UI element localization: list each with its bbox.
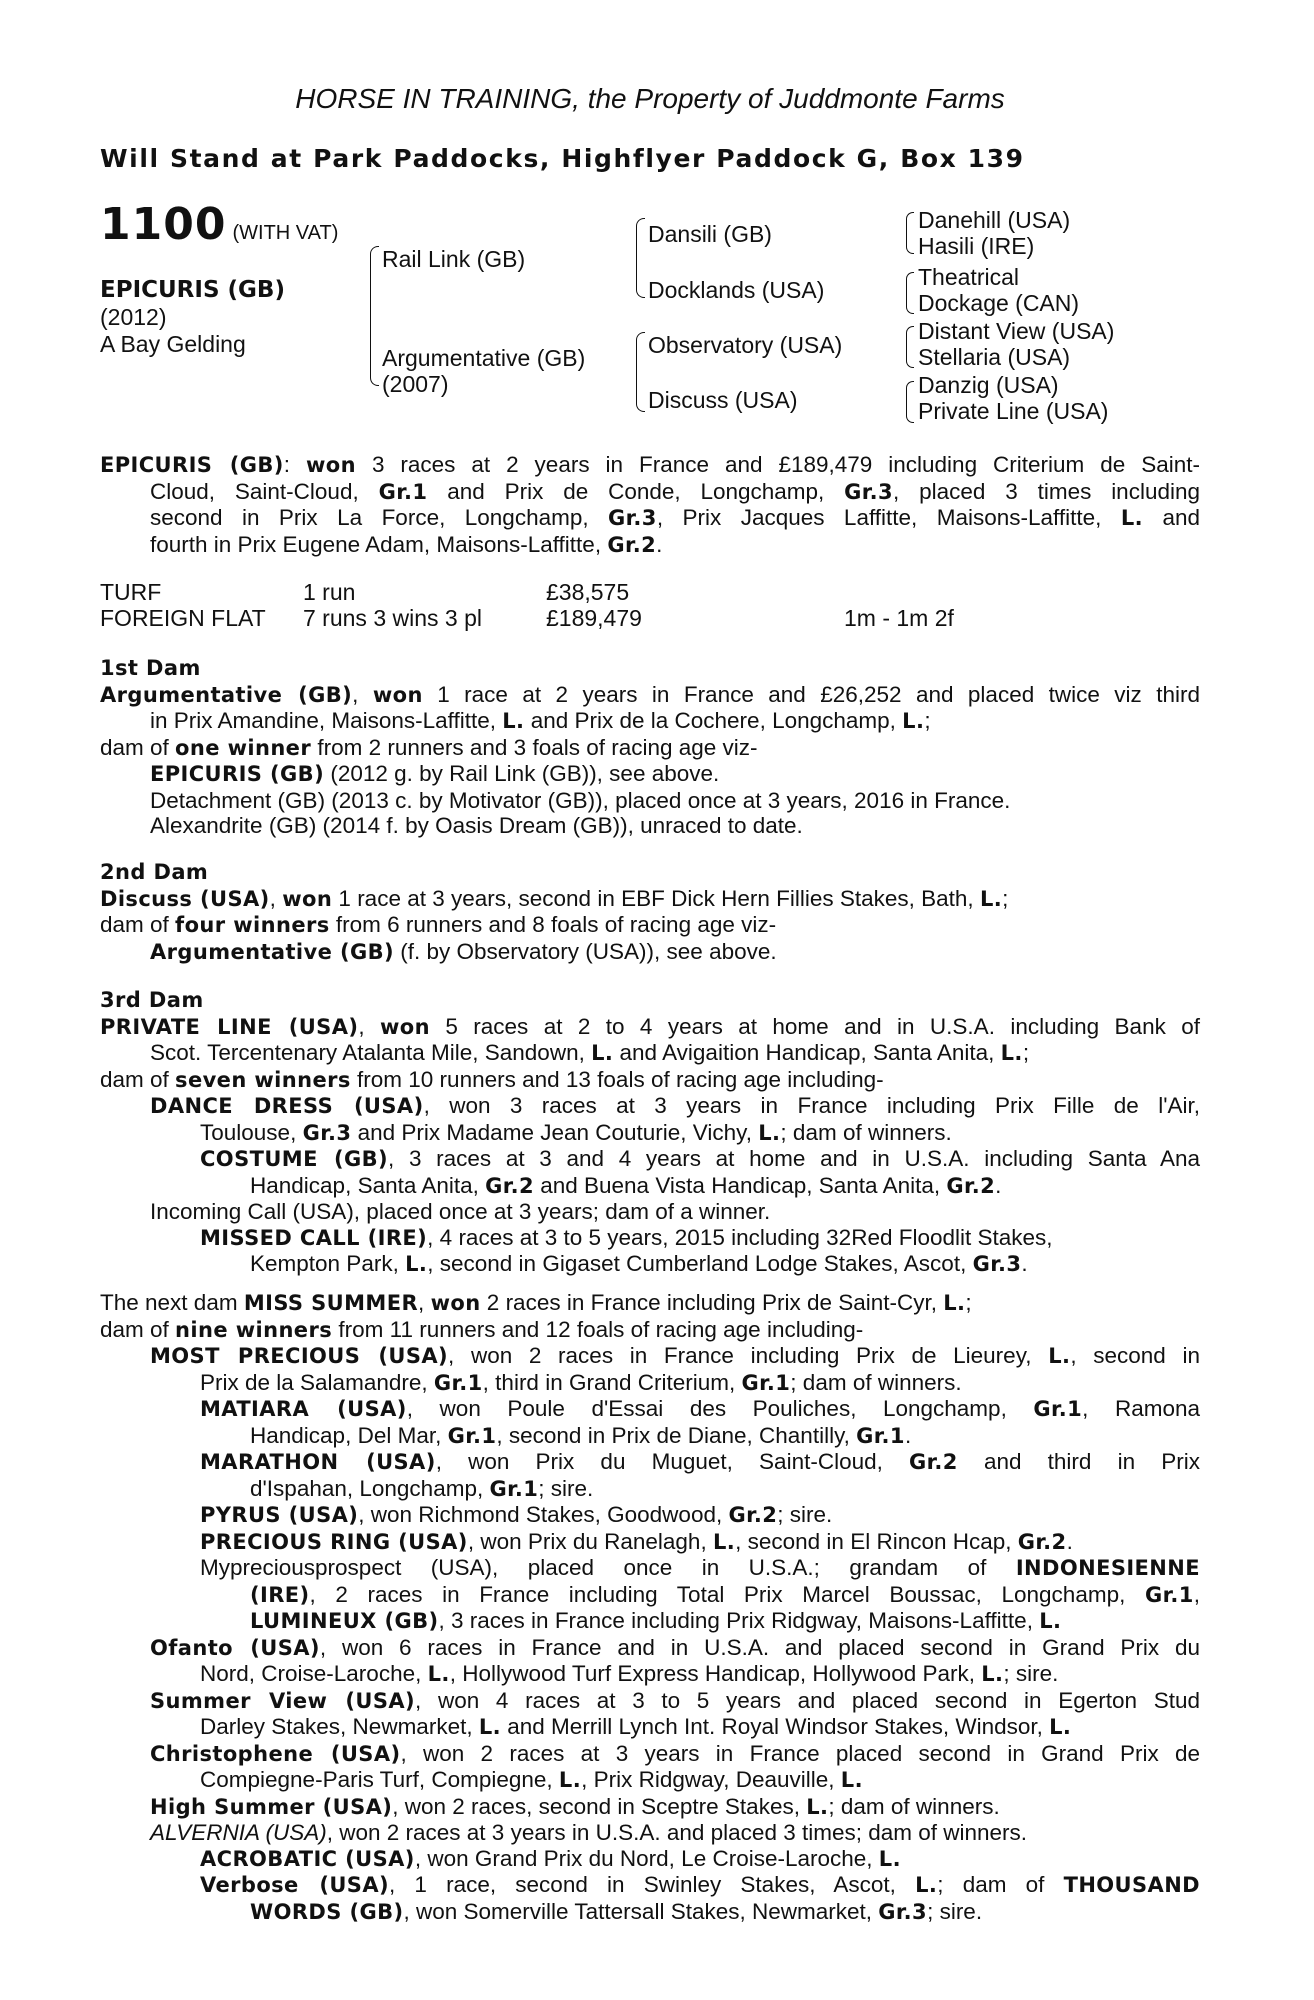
body-text: ; sire. (927, 1898, 983, 1924)
sire-sire-sire: Danehill (USA) (918, 207, 1071, 233)
body-text (100, 1014, 1200, 1041)
body-text (100, 1608, 1200, 1635)
record-turf-runs: 1 run (303, 579, 356, 605)
body-text: . (1066, 1528, 1073, 1554)
body-text: ; dam of (937, 1872, 1064, 1897)
sire: Rail Link (GB) (382, 246, 526, 272)
body-text (100, 682, 1200, 709)
bold-text: Gr.3 (302, 1120, 352, 1145)
bold-text: won (372, 682, 423, 707)
body-text: and Avigaition Handicap, Santa Anita, (613, 1040, 1001, 1065)
body-text: ALVERNIA (USA) (150, 1820, 327, 1845)
record-foreign-distance: 1m - 1m 2f (844, 605, 954, 631)
body-text: , (352, 681, 373, 707)
body-text (100, 1343, 1200, 1370)
body-text (100, 1173, 1200, 1200)
body-text: , won Prix du Ranelagh, (467, 1528, 713, 1554)
race-summary (100, 452, 1200, 558)
bold-text: Summer View (USA) (150, 1688, 416, 1713)
body-text (100, 1146, 1200, 1173)
body-text: in Prix Amandine, Maisons-Laffitte, (150, 708, 503, 733)
body-text: ; dam of winners. (828, 1793, 1000, 1819)
ss-brace (906, 212, 914, 254)
body-text: from 10 runners and 13 foals of racing age including- (350, 1066, 884, 1092)
bold-text: L. (1120, 506, 1144, 530)
bold-text: PRIVATE LINE (USA) (100, 1014, 359, 1039)
body-text: Handicap, Del Mar, (250, 1422, 448, 1448)
body-text: , (358, 1013, 380, 1039)
bold-text: L. (1048, 1344, 1071, 1368)
dam-year: (2007) (382, 371, 449, 397)
body-text: , 3 races in France including Prix Ridgway, Maisons-Laffitte, (438, 1608, 1040, 1633)
body-text: , 4 races at 3 to 5 years, 2015 including 32Red Floodlit Stakes, (427, 1224, 1053, 1250)
body-text (100, 886, 1200, 913)
body-text (100, 1741, 1200, 1768)
body-text: , (418, 1290, 431, 1315)
next-dam-section (100, 1290, 1200, 1925)
body-text: ; (924, 708, 931, 733)
first-dam-section (100, 656, 1200, 839)
dam-brace (636, 332, 645, 412)
bold-text: won (282, 886, 333, 911)
body-text: 3 races at 2 years in France and £189,479 including Criterium de Saint- (355, 452, 1201, 477)
body-text (100, 1820, 1200, 1846)
body-text: , second in (1070, 1343, 1200, 1368)
body-text: Incoming Call (USA), placed once at 3 years; dam of a winner. (150, 1199, 771, 1224)
bold-text: Gr.1 (378, 479, 428, 504)
body-text: , won 6 races in France and in U.S.A. and placed second in Grand Prix du (319, 1634, 1201, 1660)
bold-text: nine winners (175, 1317, 333, 1342)
body-text: , (1193, 1581, 1200, 1607)
body-text (100, 1093, 1200, 1120)
body-text (100, 479, 1200, 506)
record-turf-prize: £38,575 (546, 579, 630, 605)
bold-text: Gr.2 (1017, 1529, 1067, 1554)
bold-text: Ofanto (USA) (150, 1635, 320, 1660)
second-dam-heading: 2nd Dam (100, 860, 209, 884)
bold-text: MOST PRECIOUS (USA) (150, 1344, 449, 1368)
body-text: , won Grand Prix du Nord, Le Croise-Laroche, (414, 1845, 879, 1871)
body-text: 2 races in France including Prix de Saint-Cyr, (480, 1290, 944, 1315)
body-text (100, 452, 1200, 479)
body-text: and Buena Vista Handicap, Santa Anita, (533, 1172, 947, 1198)
body-text: , second in Gigaset Cumberland Lodge Stakes, Ascot, (427, 1251, 973, 1276)
body-text: , won 3 races at 3 years in France including Prix Fille de l'Air, (423, 1093, 1200, 1118)
bold-text: EPICURIS (GB) (100, 453, 284, 477)
body-text (100, 1251, 1200, 1278)
body-text: Cloud, Saint-Cloud, (150, 478, 379, 504)
body-text: dam of (100, 1066, 176, 1092)
bold-text: Gr.1 (856, 1423, 905, 1448)
record-foreign-runs: 7 runs 3 wins 3 pl (303, 605, 482, 631)
body-text: ; (965, 1290, 972, 1315)
body-text: d'Ispahan, Longchamp, (250, 1475, 490, 1501)
sire-dam: Docklands (USA) (648, 277, 825, 303)
body-text (100, 1396, 1200, 1423)
bold-text: L. (981, 1662, 1004, 1686)
body-text (100, 1040, 1200, 1067)
body-text: and third in Prix (957, 1449, 1200, 1474)
body-text: and (1143, 505, 1200, 530)
body-text (100, 1582, 1200, 1609)
body-text (100, 1899, 1200, 1926)
body-text (100, 532, 1200, 559)
body-text (100, 1449, 1200, 1476)
dam-sire-sire: Distant View (USA) (918, 318, 1115, 344)
stand-location: Will Stand at Park Paddocks, Highflyer Paddock G, Box 139 (100, 144, 1025, 173)
bold-text: Gr.3 (844, 479, 893, 504)
body-text (100, 708, 1200, 735)
body-text: and Merrill Lynch Int. Royal Windsor Stakes, Windsor, (501, 1714, 1050, 1739)
dam-dam: Discuss (USA) (648, 387, 798, 413)
body-text: from 2 runners and 3 foals of racing age viz- (311, 734, 758, 760)
body-text: . (1021, 1251, 1028, 1276)
sd-brace (906, 272, 914, 314)
bold-text: Christophene (USA) (150, 1741, 401, 1766)
bold-text: L. (478, 1715, 502, 1739)
bold-text: L. (1039, 1609, 1062, 1633)
body-text: ; (1022, 1040, 1030, 1065)
body-text (100, 1067, 1200, 1094)
body-text (100, 505, 1200, 532)
bold-text: Gr.2 (485, 1173, 534, 1198)
bold-text: L. (840, 1768, 863, 1792)
bold-text: L. (806, 1794, 829, 1819)
bold-text: MATIARA (USA) (200, 1397, 407, 1421)
body-text: ; dam of winners. (780, 1119, 952, 1145)
bold-text: L. (878, 1846, 901, 1871)
body-text (100, 1767, 1200, 1794)
sire-sire-dam: Hasili (IRE) (918, 233, 1035, 259)
body-text (100, 1846, 1200, 1873)
bold-text: won (430, 1291, 481, 1315)
horse-name: EPICURIS (GB) (100, 277, 285, 303)
bold-text: L. (712, 1529, 736, 1554)
body-text (100, 1120, 1200, 1147)
body-text (100, 912, 1200, 939)
bold-text: MARATHON (USA) (200, 1450, 436, 1474)
dam: Argumentative (GB) (382, 345, 586, 371)
bold-text: MISSED CALL (IRE) (200, 1225, 428, 1250)
body-text: Nord, Croise-Laroche, (200, 1661, 428, 1686)
body-text: 1 race at 3 years, second in EBF Dick Hern Fillies Stakes, Bath, (332, 885, 980, 911)
body-text: (f. by Observatory (USA)), see above. (394, 938, 777, 964)
body-text: ; sire. (777, 1502, 833, 1527)
dam-sire-dam: Stellaria (USA) (918, 344, 1071, 370)
first-dam-heading: 1st Dam (100, 656, 201, 680)
body-text: , second in Prix de Diane, Chantilly, (496, 1422, 857, 1448)
dam-dam-sire: Danzig (USA) (918, 372, 1059, 398)
record-foreign-prize: £189,479 (546, 605, 642, 631)
bold-text: L. (1049, 1715, 1072, 1739)
body-text: and Prix Madame Jean Couturie, Vichy, (351, 1119, 759, 1145)
body-text: and Prix de Conde, Longchamp, (427, 478, 845, 504)
bold-text: Verbose (USA) (200, 1873, 389, 1897)
record-foreign: FOREIGN FLAT (100, 605, 266, 631)
bold-text: ACROBATIC (USA) (200, 1846, 415, 1871)
body-text (100, 1688, 1200, 1715)
body-text: ; (1002, 885, 1009, 911)
bold-text: EPICURIS (GB) (150, 762, 325, 786)
lot-number: 1100 (100, 199, 227, 250)
body-text: Kempton Park, (250, 1251, 406, 1276)
body-text: Handicap, Santa Anita, (250, 1172, 486, 1198)
bold-text: Gr.1 (1144, 1582, 1194, 1607)
bold-text: L. (405, 1252, 428, 1276)
dd-brace (906, 381, 914, 423)
body-text: (2012 g. by Rail Link (GB)), see above. (324, 761, 720, 786)
pedigree-brace (370, 246, 379, 386)
bold-text: (IRE) (250, 1582, 310, 1607)
bold-text: one winner (175, 735, 312, 760)
body-text (100, 939, 1200, 966)
body-text: 1 race at 2 years in France and £26,252 and placed twice viz third (422, 681, 1200, 707)
body-text: Compiegne-Paris Turf, Compiegne, (200, 1767, 559, 1792)
body-text: , 1 race, second in Swinley Stakes, Ascot, (388, 1872, 916, 1897)
body-text: 5 races at 2 to 4 years at home and in U.S.A. including Bank of (429, 1013, 1200, 1039)
bold-text: DANCE DRESS (USA) (150, 1094, 424, 1118)
body-text (100, 1714, 1200, 1741)
body-text: Darley Stakes, Newmarket, (200, 1714, 479, 1739)
body-text: Scot. Tercentenary Atalanta Mile, Sandown, (150, 1040, 592, 1065)
bold-text: L. (943, 1291, 966, 1315)
bold-text: won (306, 453, 356, 477)
bold-text: Gr.1 (1033, 1397, 1083, 1421)
body-text (100, 1635, 1200, 1662)
body-text: from 6 runners and 8 foals of racing age viz- (329, 912, 777, 937)
body-text: fourth in Prix Eugene Adam, Maisons-Laffitte, (150, 531, 608, 557)
horse-year: (2012) (100, 304, 167, 330)
third-dam-heading: 3rd Dam (100, 988, 204, 1012)
bold-text: INDONESIENNE (1015, 1556, 1200, 1580)
body-text: , won 2 races, second in Sceptre Stakes, (392, 1793, 807, 1819)
dam-sire: Observatory (USA) (648, 332, 843, 358)
bold-text: PRECIOUS RING (USA) (200, 1529, 468, 1554)
bold-text: L. (915, 1873, 938, 1897)
body-text: , third in Grand Criterium, (482, 1369, 742, 1395)
bold-text: four winners (175, 913, 330, 937)
body-text: : (283, 452, 306, 477)
body-text (100, 1225, 1200, 1252)
body-text: , won 2 races at 3 years in France placed second in Grand Prix de (400, 1740, 1200, 1766)
body-text: Detachment (GB) (2013 c. by Motivator (GB)), placed once at 3 years, 2016 in France. (150, 787, 1011, 813)
bold-text: Gr.3 (972, 1252, 1022, 1276)
body-text: . (904, 1422, 912, 1448)
bold-text: COSTUME (GB) (200, 1147, 388, 1171)
bold-text: THOUSAND (1063, 1873, 1200, 1897)
sire-dam-sire: Theatrical (918, 264, 1019, 290)
bold-text: Gr.2 (946, 1173, 996, 1198)
third-dam-section (100, 988, 1200, 1278)
bold-text: L. (902, 709, 925, 733)
body-text: , won Prix du Muguet, Saint-Cloud, (435, 1449, 910, 1474)
body-text (100, 1555, 1200, 1582)
body-text (100, 1370, 1200, 1397)
body-text (100, 1476, 1200, 1503)
bold-text: MISS SUMMER (243, 1291, 419, 1315)
bold-text: Gr.1 (433, 1370, 483, 1395)
bold-text: L. (758, 1120, 781, 1145)
body-text: The next dam (100, 1290, 244, 1315)
body-text (100, 1317, 1200, 1344)
body-text: , Prix Ridgway, Deauville, (581, 1767, 841, 1792)
body-text (100, 1290, 1200, 1317)
bold-text: Gr.1 (489, 1476, 539, 1501)
bold-text: Gr.1 (447, 1423, 497, 1448)
bold-text: Argumentative (GB) (150, 939, 394, 964)
bold-text: PYRUS (USA) (200, 1503, 359, 1527)
body-text (100, 1502, 1200, 1529)
sire-brace (636, 218, 645, 298)
body-text: ; dam of winners. (790, 1369, 962, 1395)
bold-text: won (380, 1014, 430, 1039)
bold-text: Gr.2 (607, 532, 657, 557)
bold-text: Discuss (USA) (100, 886, 270, 911)
body-text: Alexandrite (GB) (2014 f. by Oasis Dream (GB)), unraced to date. (150, 813, 803, 838)
body-text: and Prix de la Cochere, Longchamp, (524, 708, 903, 733)
body-text: , won 2 races in France including Prix de Lieurey, (448, 1343, 1049, 1368)
body-text: ; sire. (538, 1475, 594, 1501)
horse-description: A Bay Gelding (100, 331, 246, 357)
body-text: , won Somerville Tattersall Stakes, Newmarket, (403, 1898, 879, 1924)
bold-text: L. (558, 1768, 582, 1792)
body-text: dam of (100, 734, 176, 760)
body-text: Toulouse, (200, 1119, 303, 1145)
bold-text: Gr.1 (741, 1370, 791, 1395)
body-text (100, 1423, 1200, 1450)
sire-dam-dam: Dockage (CAN) (918, 290, 1080, 316)
bold-text: L. (1000, 1041, 1023, 1065)
bold-text: Gr.2 (728, 1503, 778, 1527)
body-text: , Prix Jacques Laffitte, Maisons-Laffitte, (656, 505, 1121, 530)
body-text: , won 2 races at 3 years in U.S.A. and placed 3 times; dam of winners. (326, 1820, 1028, 1845)
body-text: Prix de la Salamandre, (200, 1369, 434, 1395)
lot-heading (100, 199, 339, 250)
body-text: , won Poule d'Essai des Pouliches, Longchamp, (406, 1396, 1034, 1421)
bold-text: Gr.3 (878, 1899, 928, 1924)
body-text: , Hollywood Turf Express Handicap, Hollywood Park, (449, 1661, 982, 1686)
body-text: , 3 races at 3 and 4 years at home and in U.S.A. including Santa Ana (388, 1146, 1200, 1171)
body-text: ; sire. (1003, 1661, 1059, 1686)
body-text: . (656, 531, 663, 557)
bold-text: L. (427, 1662, 450, 1686)
bold-text: Gr.3 (608, 506, 657, 530)
body-text (100, 1872, 1200, 1899)
body-text: , second in El Rincon Hcap, (735, 1528, 1018, 1554)
vat-note: (WITH VAT) (232, 222, 339, 244)
body-text (100, 761, 1200, 788)
bold-text: LUMINEUX (GB) (250, 1609, 439, 1633)
body-text: . (995, 1172, 1002, 1198)
ds-brace (906, 326, 914, 368)
sire-sire: Dansili (GB) (648, 221, 772, 247)
body-text: dam of (100, 1316, 176, 1342)
body-text: , won Richmond Stakes, Goodwood, (358, 1502, 729, 1527)
body-text (100, 735, 1200, 762)
bold-text: L. (502, 709, 525, 733)
bold-text: L. (979, 886, 1003, 911)
page-title: HORSE IN TRAINING, the Property of Juddmonte Farms (295, 83, 1005, 114)
body-text: , (269, 885, 283, 911)
body-text: Mypreciousprospect (USA), placed once in U.S.A.; grandam of (200, 1555, 1016, 1580)
record-turf: TURF (100, 579, 162, 605)
body-text: , Ramona (1082, 1396, 1200, 1421)
body-text: , placed 3 times including (892, 478, 1201, 504)
body-text: second in Prix La Force, Longchamp, (150, 505, 609, 530)
body-text (100, 1794, 1200, 1821)
bold-text: High Summer (USA) (150, 1794, 393, 1819)
body-text: , won 4 races at 3 to 5 years and placed second in Egerton Stud (415, 1687, 1200, 1713)
body-text: , 2 races in France including Total Prix Marcel Boussac, Longchamp, (309, 1581, 1145, 1607)
bold-text: Argumentative (GB) (100, 682, 353, 707)
dam-dam-dam: Private Line (USA) (918, 398, 1109, 424)
bold-text: L. (591, 1041, 614, 1065)
bold-text: WORDS (GB) (250, 1899, 404, 1924)
body-text: from 11 runners and 12 foals of racing age including- (332, 1316, 864, 1342)
body-text (100, 1661, 1200, 1688)
body-text: dam of (100, 912, 176, 937)
second-dam-section (100, 860, 1200, 965)
body-text (100, 1529, 1200, 1556)
bold-text: Gr.2 (909, 1450, 958, 1474)
bold-text: seven winners (175, 1067, 351, 1092)
